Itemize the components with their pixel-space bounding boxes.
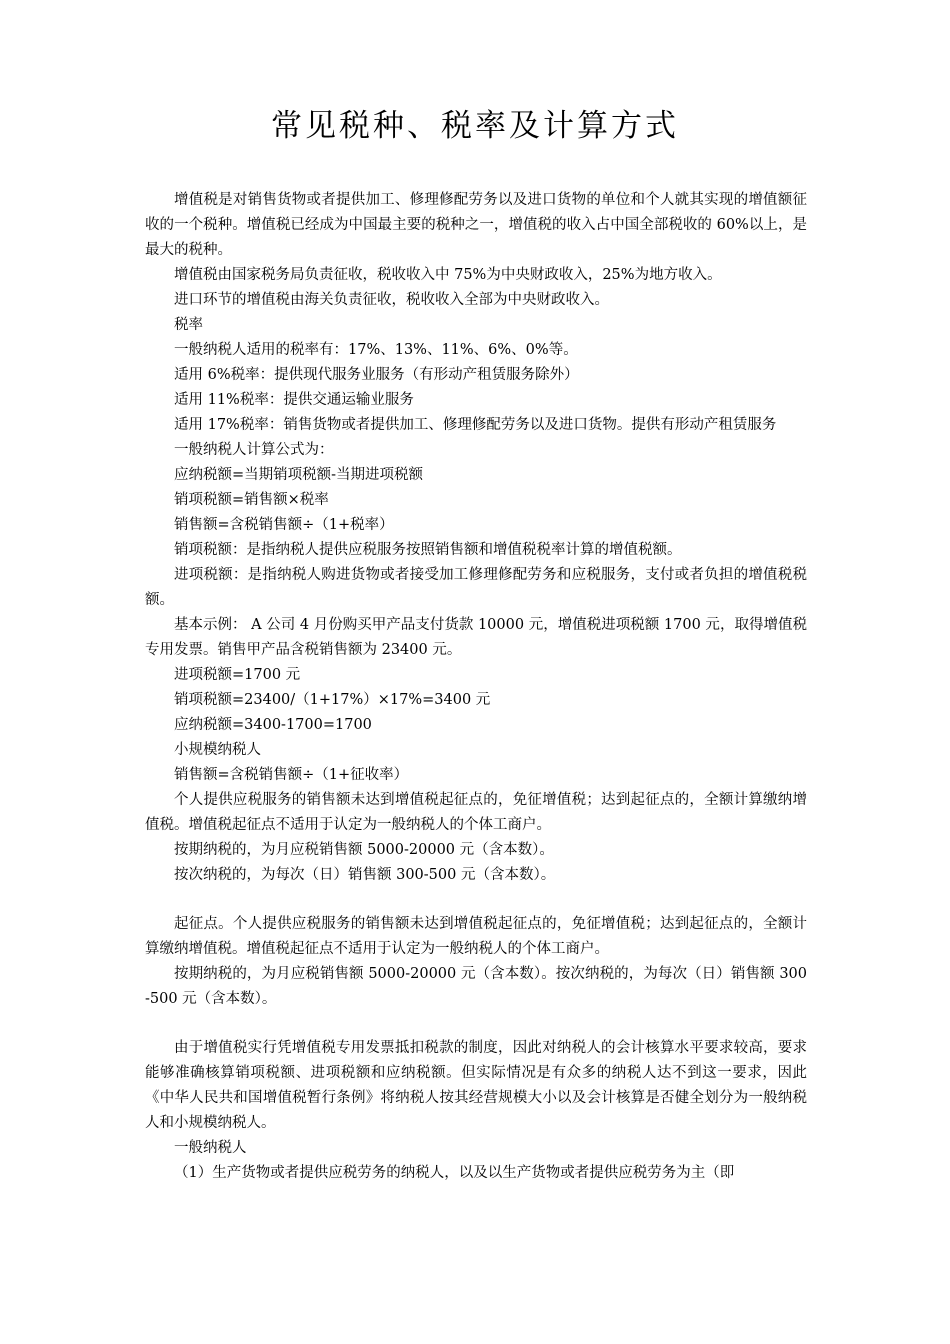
formula: 应纳税额=当期销项税额-当期进项税额 [174,467,424,483]
paragraph: 适用 6%税率：提供现代服务业服务（有形动产租赁服务除外） [174,367,579,383]
paragraph-gap [145,1012,807,1036]
formula: 销项税额=23400/（1+17%）×17%=3400 元 [174,692,491,708]
paragraph: 进口环节的增值税由海关负责征收，税收收入全部为中央财政收入。 [174,292,609,308]
paragraph: 由于增值税实行凭增值税专用发票抵扣税款的制度，因此对纳税人的会计核算水平要求较高，要求能够准确核算销项税额、进项税额和应纳税额。但实际情况是有众多的纳税人达不到这一要求，因此《中华人民共和国增值税暂行条例》将纳税人按其经营规模大小以及会计核算是否健全划分为一般纳税人和小规模纳税人。 [145,1040,807,1131]
section-heading: 税率 [174,317,203,333]
formula: 销项税额=销售额×税率 [174,492,329,508]
document-body [145,188,807,1186]
paragraph: 基本示例： A 公司 4 月份购买甲产品支付货款 10000 元，增值税进项税额 1700 元，取得增值税专用发票。销售甲产品含税销售额为 23400 元。 [145,617,807,658]
document-title: 常见税种、税率及计算方式 [271,108,679,144]
formula: 销售额=含税销售额÷（1+征收率） [174,767,409,783]
section-heading: 一般纳税人 [174,1140,247,1156]
formula: 销售额=含税销售额÷（1+税率） [174,517,394,533]
paragraph: 起征点。个人提供应税服务的销售额未达到增值税起征点的，免征增值税；达到起征点的，全额计算缴纳增值税。增值税起征点不适用于认定为一般纳税人的个体工商户。 [145,916,807,957]
paragraph: 按期纳税的，为月应税销售额 5000-20000 元（含本数）。按次纳税的，为每次（日）销售额 300-500 元（含本数）。 [145,966,807,1007]
section-heading: 小规模纳税人 [174,742,261,758]
paragraph: 增值税由国家税务局负责征收，税收收入中 75%为中央财政收入，25%为地方收入。 [174,267,722,283]
paragraph: 适用 11%税率：提供交通运输业服务 [174,392,414,408]
paragraph-gap [145,888,807,912]
formula: 进项税额=1700 元 [174,667,301,683]
paragraph: 一般纳税人计算公式为： [174,442,334,458]
paragraph: 进项税额：是指纳税人购进货物或者接受加工修理修配劳务和应税服务，支付或者负担的增值税税额。 [145,567,807,608]
paragraph: （1）生产货物或者提供应税劳务的纳税人，以及以生产货物或者提供应税劳务为主（即 [174,1165,735,1181]
paragraph: 增值税是对销售货物或者提供加工、修理修配劳务以及进口货物的单位和个人就其实现的增值额征收的一个税种。增值税已经成为中国最主要的税种之一，增值税的收入占中国全部税收的 60%以上，是最大的税种。 [145,192,807,258]
paragraph: 适用 17%税率：销售货物或者提供加工、修理修配劳务以及进口货物。提供有形动产租赁服务 [174,417,777,433]
paragraph: 销项税额：是指纳税人提供应税服务按照销售额和增值税税率计算的增值税额。 [174,542,682,558]
paragraph: 个人提供应税服务的销售额未达到增值税起征点的，免征增值税；达到起征点的，全额计算缴纳增值税。增值税起征点不适用于认定为一般纳税人的个体工商户。 [145,792,807,833]
paragraph: 按期纳税的，为月应税销售额 5000-20000 元（含本数）。 [174,842,554,858]
formula: 应纳税额=3400-1700=1700 [174,717,372,733]
paragraph: 按次纳税的，为每次（日）销售额 300-500 元（含本数）。 [174,867,556,883]
paragraph: 一般纳税人适用的税率有：17%、13%、11%、6%、0%等。 [174,342,578,358]
